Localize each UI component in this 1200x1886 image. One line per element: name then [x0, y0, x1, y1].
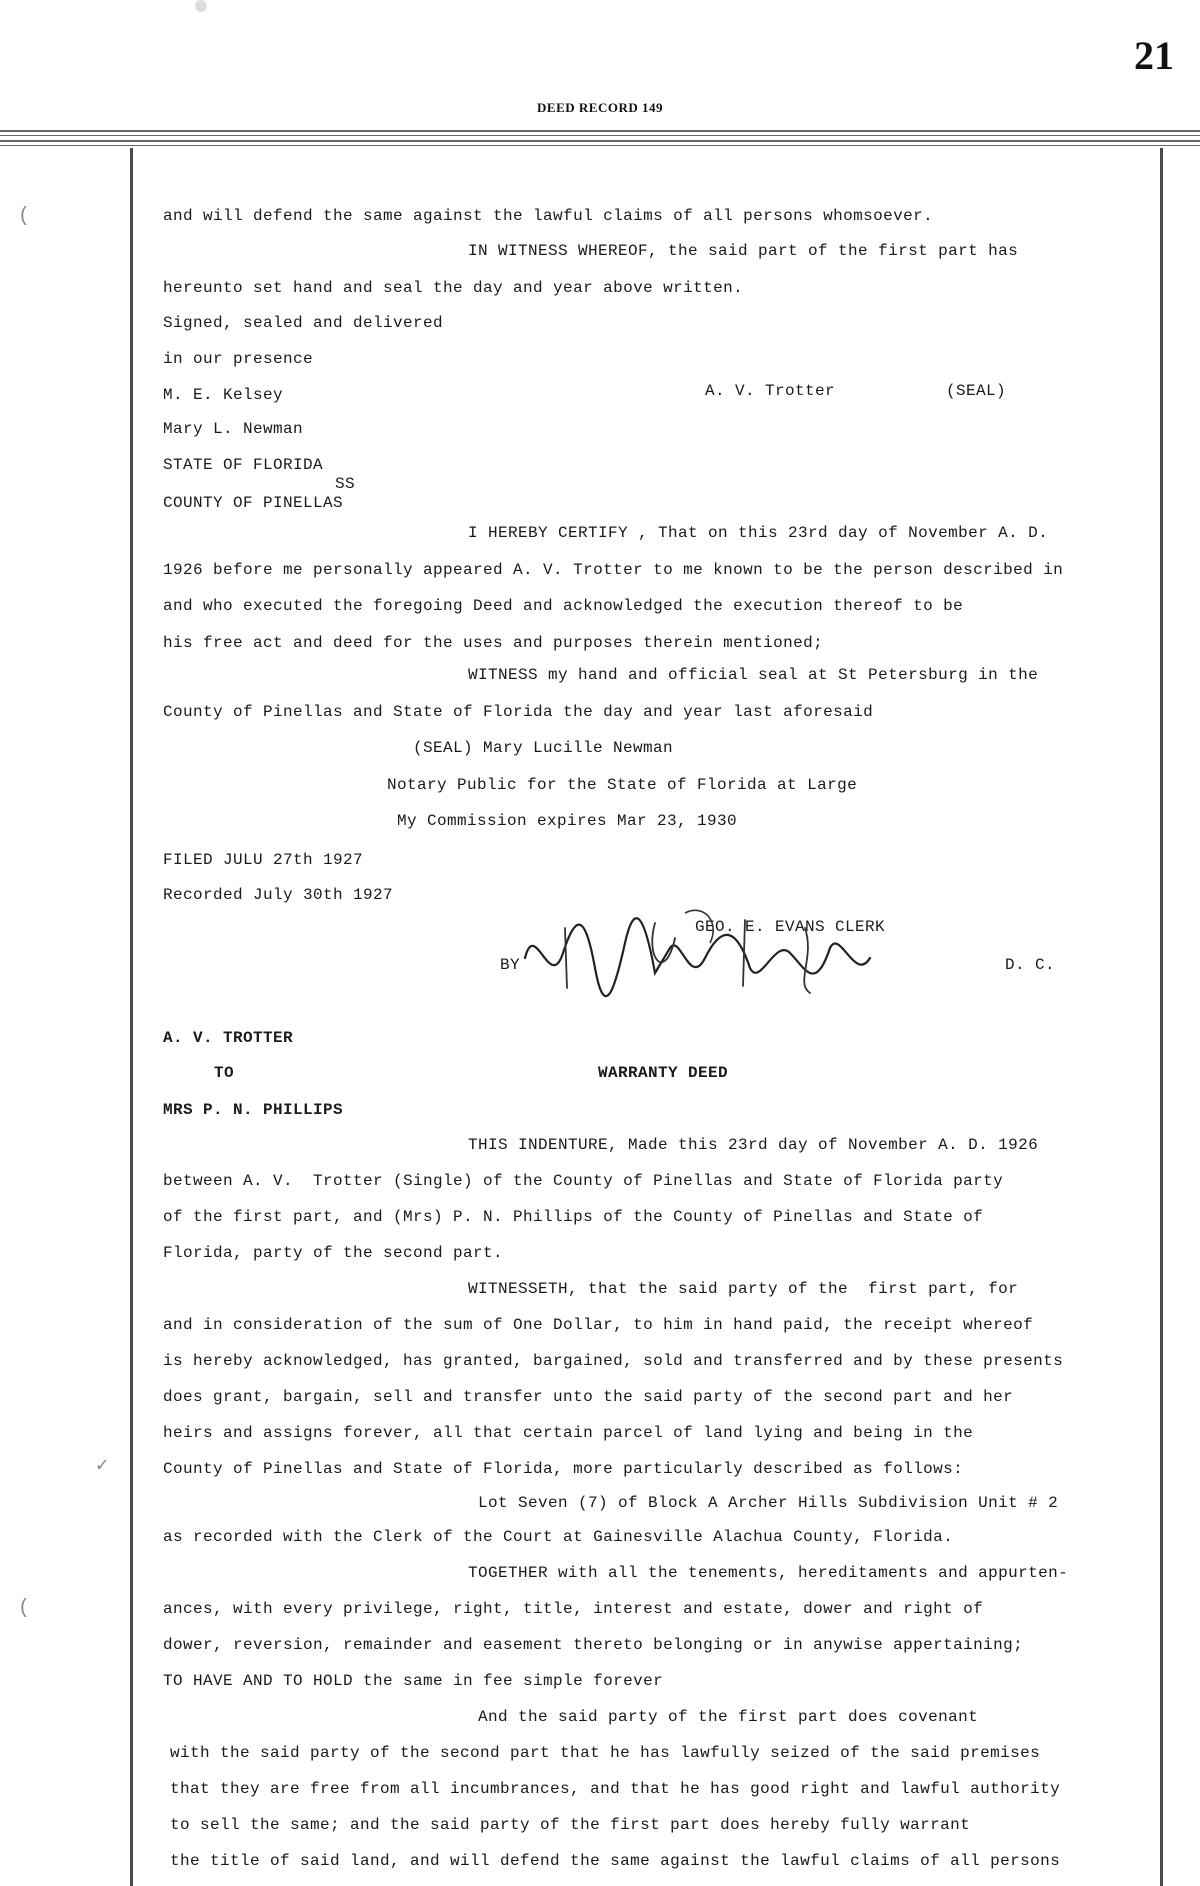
deed-body-line: the title of said land, and will defend the same against the lawful claims of all persons — [170, 1852, 1061, 1870]
deed-body-line: Florida, party of the second part. — [163, 1244, 504, 1262]
deputy-clerk-signature — [505, 898, 895, 1008]
left-margin-rule — [130, 148, 133, 1886]
signed-sealed-line: Signed, sealed and delivered — [163, 314, 444, 332]
certify-line-4: his free act and deed for the uses and purposes therein mentioned; — [163, 634, 824, 652]
to-label: TO — [214, 1064, 235, 1082]
deed-body-line: WITNESSETH, that the said party of the first part, for — [468, 1280, 1019, 1298]
deed-body-line: between A. V. Trotter (Single) of the County of Pinellas and State of Florida party — [163, 1172, 1004, 1190]
notary-title: Notary Public for the State of Florida at Large — [387, 776, 858, 794]
book-title: DEED RECORD 149 — [537, 100, 663, 115]
deed-body-line: that they are free from all incumbrances, and that he has good right and lawful authority — [170, 1780, 1061, 1798]
witness-hand-line-1: WITNESS my hand and official seal at St Petersburg in the — [468, 666, 1039, 684]
state-line: STATE OF FLORIDA — [163, 456, 324, 474]
margin-bracket-mark: ( — [18, 1597, 31, 1620]
witness-hand-line-2: County of Pinellas and State of Florida the day and year last aforesaid — [163, 703, 874, 721]
deed-title: WARRANTY DEED — [598, 1064, 729, 1082]
grantee-name: MRS P. N. PHILLIPS — [163, 1101, 344, 1119]
by-label: BY — [500, 956, 521, 974]
certify-line-2: 1926 before me personally appeared A. V. Trotter to me known to be the person described in — [163, 561, 1064, 579]
notary-commission: My Commission expires Mar 23, 1930 — [397, 812, 738, 830]
grantor-name: A. V. TROTTER — [163, 1029, 294, 1047]
deed-body-line: THIS INDENTURE, Made this 23rd day of November A. D. 1926 — [468, 1136, 1039, 1154]
certify-line-1: I HEREBY CERTIFY , That on this 23rd day of November A. D. — [468, 524, 1049, 542]
margin-check-mark: ✓ — [96, 1455, 109, 1478]
deed-body-line: heirs and assigns forever, all that certain parcel of land lying and being in the — [163, 1424, 974, 1442]
lot-description: Lot Seven (7) of Block A Archer Hills Subdivision Unit # 2 — [478, 1494, 1059, 1512]
notary-name: (SEAL) Mary Lucille Newman — [413, 739, 674, 757]
ss-mark: SS — [335, 475, 356, 493]
witness-whereof-line-1: IN WITNESS WHEREOF, the said part of the first part has — [468, 242, 1019, 260]
deed-body-line: County of Pinellas and State of Florida, more particularly described as follows: — [163, 1460, 964, 1478]
clerk-name: GEO. E. EVANS CLERK — [695, 918, 886, 936]
deed-body-line: is hereby acknowledged, has granted, bargained, sold and transferred and by these presents — [163, 1352, 1064, 1370]
right-margin-rule — [1160, 148, 1163, 1886]
seal-label: (SEAL) — [946, 382, 1007, 400]
witness-whereof-line-2: hereunto set hand and seal the day and year above written. — [163, 279, 744, 297]
page-number: 21 — [1134, 33, 1174, 78]
deed-body-line: TO HAVE AND TO HOLD the same in fee simple forever — [163, 1672, 664, 1690]
recorded-date: Recorded July 30th 1927 — [163, 886, 394, 904]
closing-defend-line: and will defend the same against the lawful claims of all persons whomsoever. — [163, 207, 934, 225]
certify-line-3: and who executed the foregoing Deed and acknowledged the execution thereof to be — [163, 597, 964, 615]
deed-body-line: does grant, bargain, sell and transfer unto the said party of the second part and her — [163, 1388, 1014, 1406]
deed-body-line: TOGETHER with all the tenements, hereditaments and appurten- — [468, 1564, 1069, 1582]
county-line: COUNTY OF PINELLAS — [163, 494, 344, 512]
filed-date: FILED JULU 27th 1927 — [163, 851, 364, 869]
deed-body-line: with the said party of the second part that he has lawfully seized of the said premises — [170, 1744, 1041, 1762]
deed-body-line: of the first part, and (Mrs) P. N. Phillips of the County of Pinellas and State of — [163, 1208, 984, 1226]
deed-body-line: ances, with every privilege, right, title, interest and estate, dower and right of — [163, 1600, 984, 1618]
header-rule — [0, 130, 1200, 150]
margin-bracket-mark: ( — [18, 205, 31, 228]
witness-name-2: Mary L. Newman — [163, 420, 304, 438]
grantor-signature-name: A. V. Trotter — [705, 382, 836, 400]
binder-hole — [195, 0, 207, 12]
deed-body-line: dower, reversion, remainder and easement thereto belonging or in anywise appertaining; — [163, 1636, 1024, 1654]
deed-body-line: as recorded with the Clerk of the Court at Gainesville Alachua County, Florida. — [163, 1528, 954, 1546]
deed-body-line: to sell the same; and the said party of the first part does hereby fully warrant — [170, 1816, 971, 1834]
witness-name-1: M. E. Kelsey — [163, 386, 284, 404]
deputy-clerk-label: D. C. — [1005, 956, 1056, 974]
in-presence-line: in our presence — [163, 350, 314, 368]
deed-body-line: And the said party of the first part does covenant — [478, 1708, 979, 1726]
deed-body-line: and in consideration of the sum of One Dollar, to him in hand paid, the receipt whereof — [163, 1316, 1034, 1334]
